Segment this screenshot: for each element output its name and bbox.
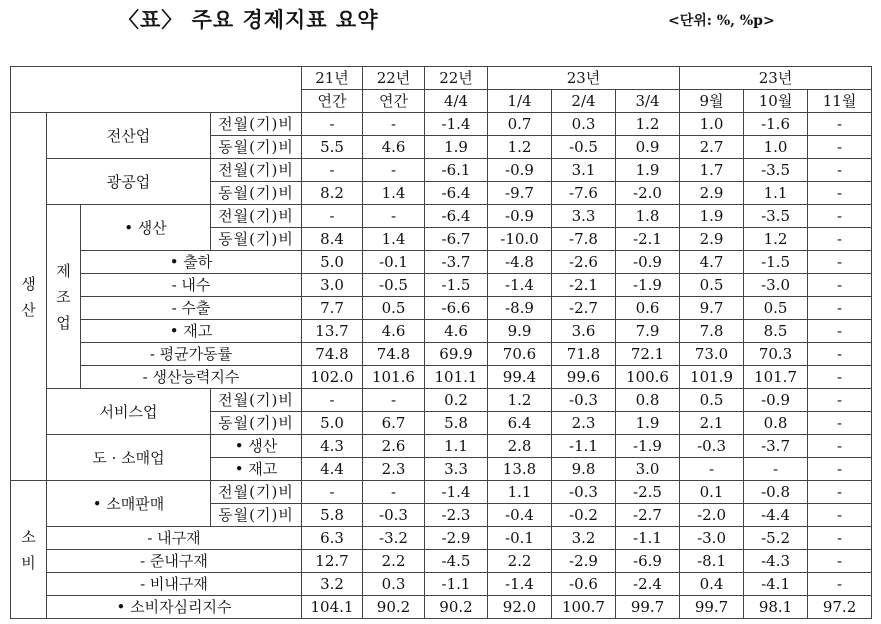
table-row xyxy=(11,251,872,274)
table-cell-value: -0.4 xyxy=(488,504,552,527)
table-cell-value: - xyxy=(302,159,363,182)
table-cell-value: 5.8 xyxy=(302,504,363,527)
table-cell-value: -6.9 xyxy=(616,550,680,573)
table-cell-value: 7.8 xyxy=(680,320,744,343)
table-row xyxy=(11,435,872,458)
table-cell-value: 1.1 xyxy=(488,481,552,504)
group-label-char: 조 xyxy=(56,287,71,306)
header-period: 1/4 xyxy=(488,90,552,113)
table-cell-value: 0.1 xyxy=(680,481,744,504)
table-cell-value: 70.3 xyxy=(744,343,808,366)
header-period: 2/4 xyxy=(552,90,616,113)
row-label: - 비내구재 xyxy=(47,573,302,596)
unit-note: <단위: %, %p> xyxy=(668,13,775,29)
table-cell-value: 5.5 xyxy=(302,136,363,159)
group-label-char: 제 xyxy=(56,261,71,280)
row-label: 서비스업 xyxy=(47,389,211,435)
table-cell-value: - xyxy=(302,205,363,228)
table-cell-value: - xyxy=(363,481,425,504)
table-cell-value: -1.5 xyxy=(744,251,808,274)
table-row xyxy=(11,596,872,619)
table-cell-value: 101.7 xyxy=(744,366,808,389)
table-cell-value: 1.4 xyxy=(363,228,425,251)
page-title: 〈표〉 주요 경제지표 요약 xyxy=(118,7,379,32)
table-cell-value: -7.8 xyxy=(552,228,616,251)
row-sublabel: 전월(기)비 xyxy=(211,389,302,412)
table-cell-value: 1.0 xyxy=(744,136,808,159)
table-cell-value: - xyxy=(808,481,872,504)
row-label: - 내수 xyxy=(81,274,302,297)
row-sublabel: 전월(기)비 xyxy=(211,205,302,228)
header-period: 11월 xyxy=(808,90,872,113)
table-cell-value: -0.9 xyxy=(488,159,552,182)
table-cell-value: 99.6 xyxy=(552,366,616,389)
table-cell-value: -8.9 xyxy=(488,297,552,320)
row-label: - 평균가동률 xyxy=(81,343,302,366)
table-row xyxy=(11,297,872,320)
table-cell-value: 1.0 xyxy=(680,113,744,136)
table-cell-value: -4.4 xyxy=(744,504,808,527)
table-cell-value: 3.2 xyxy=(552,527,616,550)
table-cell-value: - xyxy=(363,205,425,228)
table-cell-value: -1.4 xyxy=(488,274,552,297)
table-cell-value: - xyxy=(808,182,872,205)
table-cell-value: 100.6 xyxy=(616,366,680,389)
table-cell-value: -2.0 xyxy=(616,182,680,205)
table-cell-value: -1.1 xyxy=(552,435,616,458)
row-label: 도 · 소매업 xyxy=(47,435,211,481)
group-label-consumption xyxy=(11,481,47,619)
row-sublabel: 동월(기)비 xyxy=(211,136,302,159)
table-cell-value: 1.7 xyxy=(680,159,744,182)
header-row-years xyxy=(11,67,872,90)
table-cell-value: - xyxy=(363,159,425,182)
table-cell-value: -3.7 xyxy=(744,435,808,458)
row-label: - 준내구재 xyxy=(47,550,302,573)
table-cell-value: - xyxy=(808,136,872,159)
table-cell-value: 7.7 xyxy=(302,297,363,320)
table-cell-value: 2.8 xyxy=(488,435,552,458)
corner-cell xyxy=(11,67,302,113)
table-cell-value: -2.7 xyxy=(552,297,616,320)
table-cell-value: -0.9 xyxy=(488,205,552,228)
table-cell-value: -6.4 xyxy=(425,205,488,228)
table-cell-value: -1.1 xyxy=(425,573,488,596)
table-cell-value: 99.4 xyxy=(488,366,552,389)
table-cell-value: 4.7 xyxy=(680,251,744,274)
row-label: • 소매판매 xyxy=(47,481,211,527)
table-row xyxy=(11,573,872,596)
table-cell-value: - xyxy=(808,435,872,458)
header-year: 23년 xyxy=(680,67,872,90)
table-cell-value: 0.6 xyxy=(616,297,680,320)
table-cell-value: 1.8 xyxy=(616,205,680,228)
table-cell-value: 9.9 xyxy=(488,320,552,343)
table-cell-value: 98.1 xyxy=(744,596,808,619)
table-row xyxy=(11,205,872,228)
table-cell-value: 8.2 xyxy=(302,182,363,205)
table-cell-value: 71.8 xyxy=(552,343,616,366)
header-year: 21년 xyxy=(302,67,363,90)
table-cell-value: 5.0 xyxy=(302,251,363,274)
table-cell-value: 74.8 xyxy=(363,343,425,366)
table-cell-value: -0.5 xyxy=(552,136,616,159)
table-cell-value: 12.7 xyxy=(302,550,363,573)
table-cell-value: 0.9 xyxy=(616,136,680,159)
row-sublabel: 전월(기)비 xyxy=(211,159,302,182)
table-cell-value: 73.0 xyxy=(680,343,744,366)
table-cell-value: -4.1 xyxy=(744,573,808,596)
table-cell-value: 0.7 xyxy=(488,113,552,136)
table-cell-value: -6.4 xyxy=(425,182,488,205)
table-cell-value: -2.6 xyxy=(552,251,616,274)
table-cell-value: -8.1 xyxy=(680,550,744,573)
table-cell-value: - xyxy=(363,389,425,412)
table-cell-value: 4.6 xyxy=(425,320,488,343)
table-cell-value: 0.4 xyxy=(680,573,744,596)
table-cell-value: - xyxy=(680,458,744,481)
table-cell-value: 3.3 xyxy=(552,205,616,228)
table-cell-value: 99.7 xyxy=(616,596,680,619)
table-cell-value: - xyxy=(808,274,872,297)
table-cell-value: - xyxy=(808,159,872,182)
table-cell-value: 72.1 xyxy=(616,343,680,366)
table-cell-value: -1.4 xyxy=(425,481,488,504)
row-sublabel: 전월(기)비 xyxy=(211,481,302,504)
table-cell-value: - xyxy=(808,389,872,412)
table-cell-value: - xyxy=(808,458,872,481)
table-cell-value: -1.5 xyxy=(425,274,488,297)
table-cell-value: -2.5 xyxy=(616,481,680,504)
table-cell-value: 13.7 xyxy=(302,320,363,343)
table-row xyxy=(11,343,872,366)
table-cell-value: -6.1 xyxy=(425,159,488,182)
table-cell-value: - xyxy=(302,113,363,136)
table-cell-value: -4.3 xyxy=(744,550,808,573)
table-cell-value: 1.2 xyxy=(488,136,552,159)
table-cell-value: - xyxy=(363,113,425,136)
table-cell-value: 101.1 xyxy=(425,366,488,389)
table-cell-value: 13.8 xyxy=(488,458,552,481)
row-label: • 소비자심리지수 xyxy=(47,596,302,619)
table-cell-value: 99.7 xyxy=(680,596,744,619)
table-cell-value: -2.9 xyxy=(425,527,488,550)
table-cell-value: 1.4 xyxy=(363,182,425,205)
row-sublabel: • 재고 xyxy=(211,458,302,481)
table-row xyxy=(11,320,872,343)
table-cell-value: -6.7 xyxy=(425,228,488,251)
header-period: 9월 xyxy=(680,90,744,113)
table-cell-value: 9.7 xyxy=(680,297,744,320)
table-cell-value: 2.2 xyxy=(363,550,425,573)
table-row xyxy=(11,389,872,412)
table-cell-value: -0.3 xyxy=(552,481,616,504)
header-period: 연간 xyxy=(363,90,425,113)
table-cell-value: -0.2 xyxy=(552,504,616,527)
table-cell-value: 0.5 xyxy=(363,297,425,320)
table-cell-value: 3.2 xyxy=(302,573,363,596)
table-cell-value: - xyxy=(808,527,872,550)
table-cell-value: - xyxy=(808,205,872,228)
table-cell-value: -0.3 xyxy=(363,504,425,527)
table-cell-value: 1.9 xyxy=(616,412,680,435)
table-cell-value: -0.6 xyxy=(552,573,616,596)
row-label: - 수출 xyxy=(81,297,302,320)
table-cell-value: -3.7 xyxy=(425,251,488,274)
row-label: 전산업 xyxy=(47,113,211,159)
table-cell-value: 100.7 xyxy=(552,596,616,619)
row-label: • 출하 xyxy=(81,251,302,274)
economic-indicators-table xyxy=(10,66,872,619)
table-cell-value: 2.1 xyxy=(680,412,744,435)
table-cell-value: -3.5 xyxy=(744,205,808,228)
table-cell-value: -1.9 xyxy=(616,435,680,458)
group-label-char: 소 xyxy=(21,527,36,546)
table-cell-value: -7.6 xyxy=(552,182,616,205)
group-label-char: 생 xyxy=(21,274,36,293)
header-year: 23년 xyxy=(488,67,680,90)
table-cell-value: 4.6 xyxy=(363,136,425,159)
table-cell-value: 9.8 xyxy=(552,458,616,481)
table-cell-value: 1.2 xyxy=(744,228,808,251)
table-cell-value: -6.6 xyxy=(425,297,488,320)
table-cell-value: 5.0 xyxy=(302,412,363,435)
row-label: • 생산 xyxy=(81,205,211,251)
table-cell-value: -3.5 xyxy=(744,159,808,182)
table-row xyxy=(11,113,872,136)
row-label: - 생산능력지수 xyxy=(81,366,302,389)
table-cell-value: 101.6 xyxy=(363,366,425,389)
group-label-production xyxy=(11,113,47,481)
row-sublabel: 동월(기)비 xyxy=(211,228,302,251)
table-cell-value: 74.8 xyxy=(302,343,363,366)
table-cell-value: -2.1 xyxy=(616,228,680,251)
table-cell-value: -0.1 xyxy=(488,527,552,550)
table-cell-value: 7.9 xyxy=(616,320,680,343)
table-cell-value: -0.9 xyxy=(616,251,680,274)
table-cell-value: 0.3 xyxy=(552,113,616,136)
table-cell-value: 1.9 xyxy=(680,205,744,228)
table-cell-value: - xyxy=(808,228,872,251)
table-cell-value: 3.0 xyxy=(616,458,680,481)
table-cell-value: 1.2 xyxy=(616,113,680,136)
table-cell-value: 90.2 xyxy=(425,596,488,619)
table-cell-value: 1.2 xyxy=(488,389,552,412)
table-cell-value: 104.1 xyxy=(302,596,363,619)
table-cell-value: 1.1 xyxy=(744,182,808,205)
table-row xyxy=(11,274,872,297)
table-cell-value: 2.3 xyxy=(363,458,425,481)
table-cell-value: -1.4 xyxy=(425,113,488,136)
table-cell-value: 2.9 xyxy=(680,182,744,205)
table-cell-value: -2.0 xyxy=(680,504,744,527)
table-cell-value: 102.0 xyxy=(302,366,363,389)
table-row xyxy=(11,550,872,573)
table-cell-value: 5.8 xyxy=(425,412,488,435)
row-sublabel: 동월(기)비 xyxy=(211,504,302,527)
table-cell-value: -0.9 xyxy=(744,389,808,412)
table-cell-value: 101.9 xyxy=(680,366,744,389)
table-cell-value: 3.3 xyxy=(425,458,488,481)
table-cell-value: -3.0 xyxy=(744,274,808,297)
table-cell-value: -0.8 xyxy=(744,481,808,504)
group-label-char: 비 xyxy=(21,553,36,572)
header-period: 4/4 xyxy=(425,90,488,113)
table-cell-value: 2.6 xyxy=(363,435,425,458)
header-year: 22년 xyxy=(363,67,425,90)
table-cell-value: -3.0 xyxy=(680,527,744,550)
table-cell-value: -10.0 xyxy=(488,228,552,251)
table-cell-value: 1.9 xyxy=(425,136,488,159)
table-cell-value: 0.8 xyxy=(744,412,808,435)
table-cell-value: - xyxy=(808,320,872,343)
table-cell-value: -0.5 xyxy=(363,274,425,297)
table-cell-value: 0.8 xyxy=(616,389,680,412)
group-label-char: 업 xyxy=(56,313,71,332)
table-cell-value: 97.2 xyxy=(808,596,872,619)
header-year: 22년 xyxy=(425,67,488,90)
table-cell-value: 0.3 xyxy=(363,573,425,596)
table-cell-value: -1.1 xyxy=(616,527,680,550)
table-cell-value: - xyxy=(302,389,363,412)
table-cell-value: -5.2 xyxy=(744,527,808,550)
table-cell-value: - xyxy=(808,113,872,136)
table-cell-value: -9.7 xyxy=(488,182,552,205)
table-cell-value: - xyxy=(744,458,808,481)
row-sublabel: 전월(기)비 xyxy=(211,113,302,136)
table-cell-value: -1.4 xyxy=(488,573,552,596)
table-row xyxy=(11,481,872,504)
table-cell-value: 3.1 xyxy=(552,159,616,182)
table-cell-value: 2.3 xyxy=(552,412,616,435)
table-cell-value: 70.6 xyxy=(488,343,552,366)
table-cell-value: -0.1 xyxy=(363,251,425,274)
table-cell-value: 92.0 xyxy=(488,596,552,619)
table-cell-value: - xyxy=(808,504,872,527)
table-cell-value: -2.1 xyxy=(552,274,616,297)
table-cell-value: -1.6 xyxy=(744,113,808,136)
table-cell-value: 0.5 xyxy=(680,389,744,412)
table-cell-value: 8.4 xyxy=(302,228,363,251)
table-row xyxy=(11,527,872,550)
table-cell-value: - xyxy=(808,251,872,274)
table-cell-value: 3.6 xyxy=(552,320,616,343)
table-cell-value: - xyxy=(302,481,363,504)
table-cell-value: - xyxy=(808,412,872,435)
table-cell-value: 69.9 xyxy=(425,343,488,366)
header-period: 10월 xyxy=(744,90,808,113)
header-period: 3/4 xyxy=(616,90,680,113)
row-label: • 재고 xyxy=(81,320,302,343)
table-cell-value: 90.2 xyxy=(363,596,425,619)
table-cell-value: -2.7 xyxy=(616,504,680,527)
table-cell-value: 8.5 xyxy=(744,320,808,343)
row-sublabel: 동월(기)비 xyxy=(211,182,302,205)
table-cell-value: - xyxy=(808,550,872,573)
group-label-manufacturing xyxy=(47,205,81,389)
table-cell-value: 4.6 xyxy=(363,320,425,343)
table-cell-value: 2.2 xyxy=(488,550,552,573)
row-label: 광공업 xyxy=(47,159,211,205)
header-period: 연간 xyxy=(302,90,363,113)
table-cell-value: 6.4 xyxy=(488,412,552,435)
table-row xyxy=(11,366,872,389)
table-cell-value: - xyxy=(808,573,872,596)
table-cell-value: -4.8 xyxy=(488,251,552,274)
row-sublabel: 동월(기)비 xyxy=(211,412,302,435)
table-cell-value: -2.4 xyxy=(616,573,680,596)
table-cell-value: 4.3 xyxy=(302,435,363,458)
table-cell-value: - xyxy=(808,297,872,320)
table-row xyxy=(11,159,872,182)
table-cell-value: 3.0 xyxy=(302,274,363,297)
table-cell-value: 6.3 xyxy=(302,527,363,550)
table-cell-value: - xyxy=(808,343,872,366)
row-sublabel: • 생산 xyxy=(211,435,302,458)
table-cell-value: -2.3 xyxy=(425,504,488,527)
group-label-char: 산 xyxy=(21,300,36,319)
table-cell-value: 2.7 xyxy=(680,136,744,159)
table-cell-value: -4.5 xyxy=(425,550,488,573)
table-cell-value: -2.9 xyxy=(552,550,616,573)
table-cell-value: -3.2 xyxy=(363,527,425,550)
table-cell-value: 6.7 xyxy=(363,412,425,435)
table-cell-value: -0.3 xyxy=(680,435,744,458)
table-cell-value: 1.9 xyxy=(616,159,680,182)
row-label: - 내구재 xyxy=(47,527,302,550)
table-cell-value: 4.4 xyxy=(302,458,363,481)
table-cell-value: 2.9 xyxy=(680,228,744,251)
table-cell-value: -1.9 xyxy=(616,274,680,297)
table-cell-value: 0.5 xyxy=(680,274,744,297)
table-cell-value: -0.3 xyxy=(552,389,616,412)
table-cell-value: - xyxy=(808,366,872,389)
table-cell-value: 0.5 xyxy=(744,297,808,320)
table-cell-value: 1.1 xyxy=(425,435,488,458)
table-cell-value: 0.2 xyxy=(425,389,488,412)
